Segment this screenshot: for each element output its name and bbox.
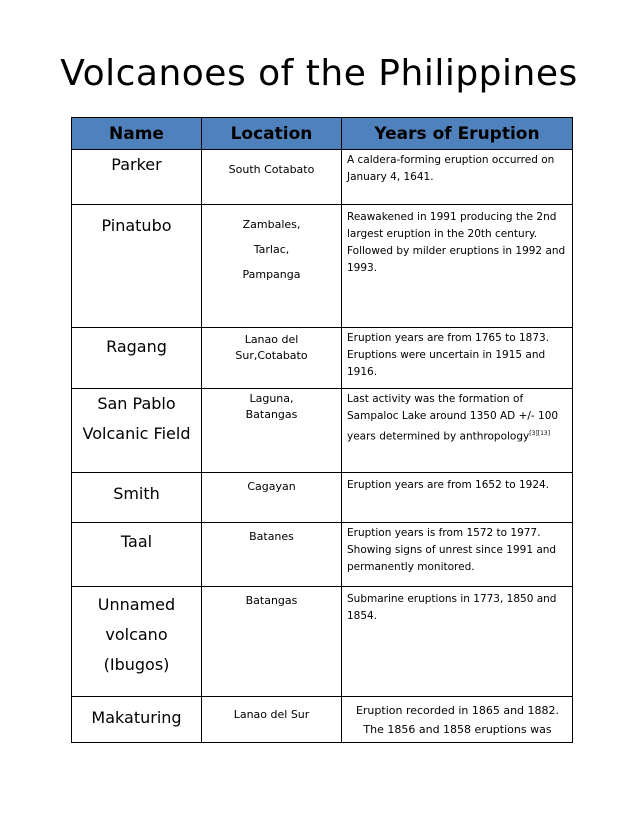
eruption-text: Submarine eruptions in 1773, 1850 and 1854. <box>342 587 573 697</box>
table-row <box>72 150 573 205</box>
volcano-location: Laguna, Batangas <box>202 389 342 473</box>
volcano-location: Lanao del Sur <box>202 697 342 743</box>
table-row <box>72 328 573 389</box>
table-row <box>72 697 573 743</box>
volcano-name: Unnamed volcano (Ibugos) <box>72 587 202 697</box>
volcano-table <box>71 117 573 743</box>
volcano-location <box>202 150 342 205</box>
header-location: Location <box>202 118 342 150</box>
header-name: Name <box>72 118 202 150</box>
table-row <box>72 473 573 523</box>
volcano-location: Lanao del Sur,Cotabato <box>202 328 342 389</box>
eruption-text: Reawakened in 1991 producing the 2nd largest eruption in the 20th century. Followed by milder eruptions in 1992 and 1993. <box>342 205 573 328</box>
volcano-location: Batanes <box>202 523 342 587</box>
volcano-name: Parker <box>72 150 202 205</box>
volcano-name: Smith <box>72 473 202 523</box>
volcano-location <box>202 205 342 328</box>
header-years: Years of Eruption <box>342 118 573 150</box>
location-line: Zambales, <box>242 218 301 231</box>
location-line: Pampanga <box>242 268 301 281</box>
table-header-row <box>72 118 573 150</box>
location-line: South Cotabato <box>228 163 315 176</box>
volcano-name: San Pablo Volcanic Field <box>72 389 202 473</box>
volcano-name: Ragang <box>72 328 202 389</box>
eruption-text: Eruption years are from 1652 to 1924. <box>342 473 573 523</box>
volcano-location: Cagayan <box>202 473 342 523</box>
eruption-text-body: Last activity was the formation of Sampaloc Lake around 1350 AD +/- 100 years determined by anthropology <box>347 393 559 443</box>
table-row <box>72 587 573 697</box>
table-row <box>72 389 573 473</box>
eruption-text: A caldera-forming eruption occurred on January 4, 1641. <box>342 150 573 205</box>
volcano-name: Makaturing <box>72 697 202 743</box>
location-line: Tarlac, <box>253 243 290 256</box>
eruption-text: Eruption recorded in 1865 and 1882. The 1856 and 1858 eruptions was <box>342 697 573 743</box>
eruption-text: Eruption years is from 1572 to 1977. Showing signs of unrest since 1991 and permanently monitored. <box>342 523 573 587</box>
volcano-name: Pinatubo <box>72 205 202 328</box>
table-row <box>72 523 573 587</box>
table-row <box>72 205 573 328</box>
eruption-text <box>342 389 573 473</box>
page-title: Volcanoes of the Philippines <box>60 53 578 94</box>
volcano-location: Batangas <box>202 587 342 697</box>
eruption-text: Eruption years are from 1765 to 1873. Eruptions were uncertain in 1915 and 1916. <box>342 328 573 389</box>
reference-marker: [3][13] <box>529 430 551 437</box>
volcano-name: Taal <box>72 523 202 587</box>
